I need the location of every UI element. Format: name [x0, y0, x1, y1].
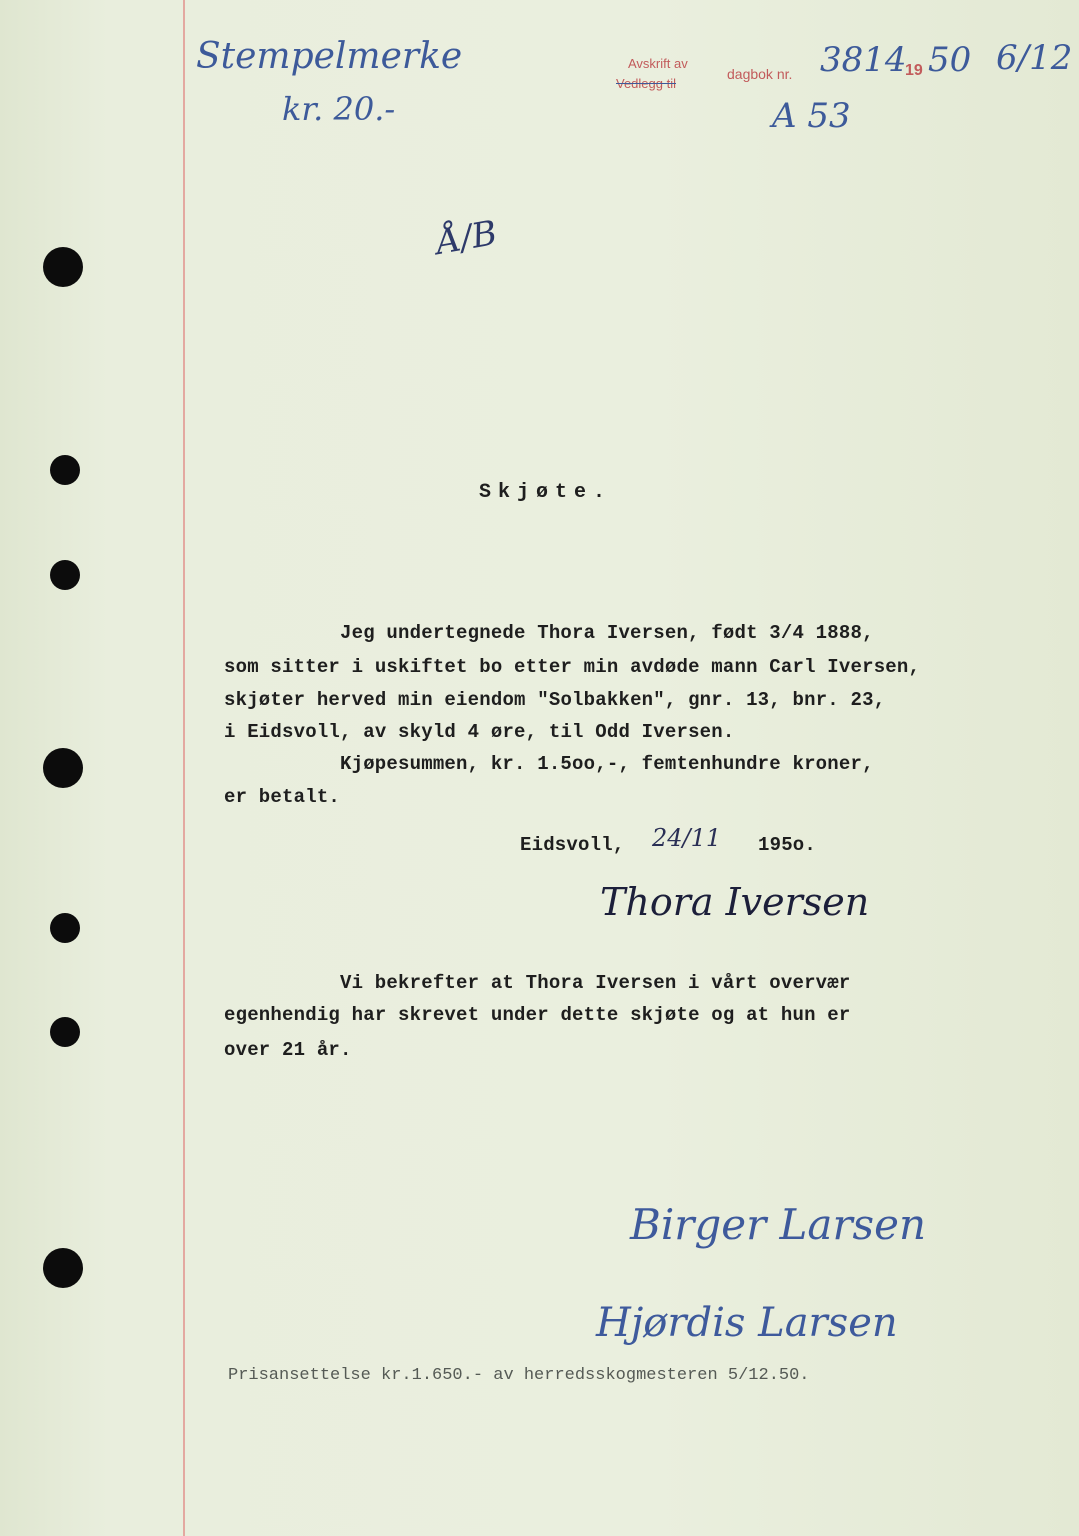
paragraph1-line3: skjøter herved min eiendom "Solbakken", gnr. 13, bnr. 23,: [224, 689, 886, 711]
stamp-line-1: Avskrift av: [628, 56, 688, 71]
dagbok-number: 3814: [820, 40, 907, 80]
year-prefix: 19: [905, 62, 923, 79]
paragraph1-line2: som sitter i uskiftet bo etter min avdøde mann Carl Iversen,: [224, 656, 921, 678]
stamp-amount: kr. 20.-: [282, 90, 396, 128]
witness-line2: egenhendig har skrevet under dette skjøte og at hun er: [224, 1004, 851, 1026]
handwritten-date: 24/11: [652, 824, 722, 852]
paragraph1-line4: i Eidsvoll, av skyld 4 øre, til Odd Iversen.: [224, 721, 735, 743]
witness-line1: Vi bekrefter at Thora Iversen i vårt overvær: [340, 972, 851, 994]
footer-note: Prisansettelse kr.1.650.- av herredsskogmesteren 5/12.50.: [228, 1366, 810, 1385]
reference-number: A 53: [772, 96, 851, 136]
punch-hole: [43, 748, 83, 788]
stamp-note: Stempelmerke: [196, 36, 463, 77]
registration-date: 6/12: [996, 38, 1073, 78]
punch-hole: [50, 913, 80, 943]
punch-hole: [50, 560, 80, 590]
punch-hole: [50, 455, 80, 485]
document-title: Skjøte.: [479, 481, 613, 504]
punch-hole: [43, 247, 83, 287]
year: 195o.: [758, 834, 817, 856]
stamp-dagbok-label: dagbok nr.: [727, 66, 793, 82]
owner-signature: Thora Iversen: [600, 880, 870, 924]
stamp-line-2: Vedlegg til: [616, 76, 676, 91]
witness-line3: over 21 år.: [224, 1039, 352, 1061]
paragraph2-line1: Kjøpesummen, kr. 1.5oo,-, femtenhundre kroner,: [340, 753, 874, 775]
margin-line: [183, 0, 185, 1536]
initials: Å/B: [432, 213, 501, 263]
paragraph2-line2: er betalt.: [224, 786, 341, 808]
paragraph1-line1: Jeg undertegnede Thora Iversen, født 3/4 1888,: [340, 622, 874, 644]
punch-hole: [43, 1248, 83, 1288]
punch-hole: [50, 1017, 80, 1047]
year-suffix: 50: [928, 40, 972, 80]
witness-signature-1: Birger Larsen: [630, 1200, 927, 1249]
place: Eidsvoll,: [520, 834, 625, 856]
witness-signature-2: Hjørdis Larsen: [596, 1300, 898, 1346]
